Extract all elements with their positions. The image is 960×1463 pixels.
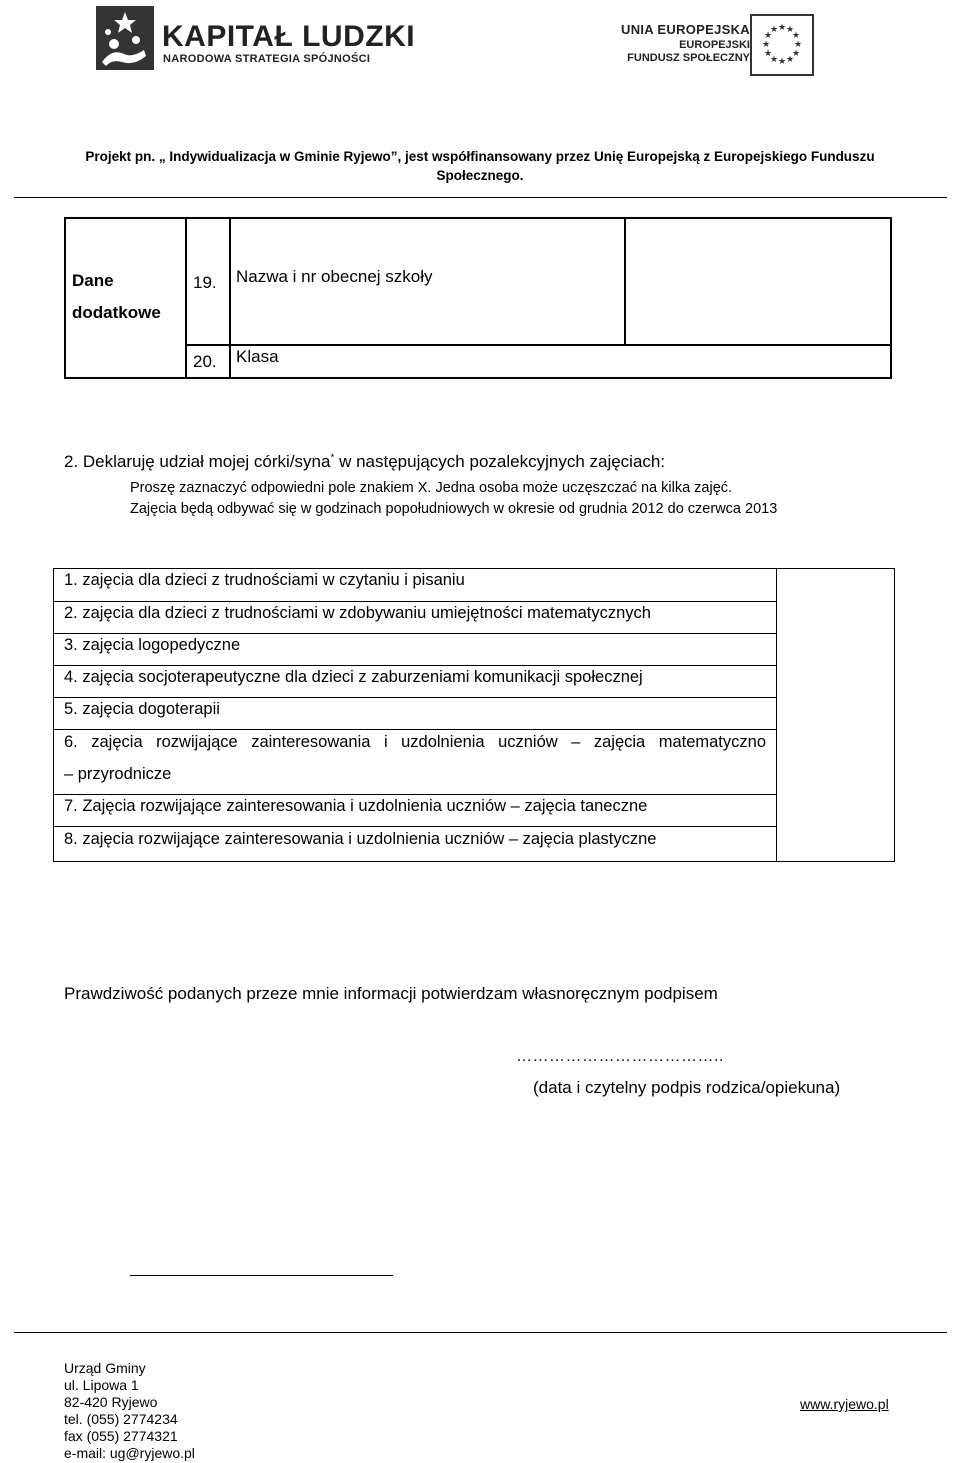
footer-line: fax (055) 2774321 — [64, 1428, 178, 1444]
activity-6: 6. zajęcia rozwijające zainteresowania i uzdolnienia uczniów – zajęcia matematyczno — [64, 733, 766, 751]
ue-line3: FUNDUSZ SPOŁECZNY — [627, 52, 750, 64]
school-name-field[interactable] — [628, 221, 888, 341]
table-divider — [185, 344, 892, 346]
table-divider — [229, 217, 231, 379]
activity-4: 4. zajęcia socjoterapeutyczne dla dzieci z zaburzeniami komunikacji społecznej — [64, 668, 643, 686]
activity-2: 2. zajęcia dla dzieci z trudnościami w zdobywaniu umiejętności matematycznych — [64, 604, 651, 622]
table-divider — [624, 217, 626, 345]
additional-data-label — [72, 265, 161, 329]
activities-checkbox-column[interactable] — [777, 569, 894, 861]
svg-text:★: ★ — [769, 25, 779, 35]
footer-line: e-mail: ug@ryjewo.pl — [64, 1445, 195, 1461]
attestation-text: Prawdziwość podanych przeze mnie informacji potwierdzam własnoręcznym podpisem — [64, 984, 718, 1003]
project-statement — [40, 147, 920, 185]
activity-1: 1. zajęcia dla dzieci z trudnościami w czytaniu i pisaniu — [64, 571, 465, 589]
instruction-1: Proszę zaznaczyć odpowiedni pole znakiem X. Jedna osoba może uczęszczać na kilka zajęć. — [130, 480, 733, 496]
svg-text:★: ★ — [777, 23, 787, 33]
svg-text:★: ★ — [785, 55, 795, 65]
footer-line: tel. (055) 2774234 — [64, 1411, 178, 1427]
svg-text:★: ★ — [761, 40, 771, 50]
kapital-ludzki-subtitle: NARODOWA STRATEGIA SPÓJNOŚCI — [163, 53, 371, 65]
svg-text:★: ★ — [793, 40, 803, 50]
svg-text:★: ★ — [785, 25, 795, 35]
label-line-2: dodatkowe — [72, 303, 161, 322]
row-divider — [53, 729, 776, 730]
activity-5: 5. zajęcia dogoterapii — [64, 700, 220, 718]
footnote-rule — [130, 1275, 393, 1276]
activity-7: 7. Zajęcia rozwijające zainteresowania i uzdolnienia uczniów – zajęcia taneczne — [64, 797, 648, 815]
row-divider — [53, 697, 776, 698]
row-divider — [53, 633, 776, 634]
svg-text:★: ★ — [791, 49, 801, 59]
row-divider — [53, 601, 776, 602]
instruction-2: Zajęcia będą odbywać się w godzinach popołudniowych w okresie od grudnia 2012 do czerwca 2013 — [130, 501, 778, 517]
declaration-text-cont: w następujących pozalekcyjnych zajęciach: — [334, 452, 666, 471]
row-divider — [53, 665, 776, 666]
row-divider — [53, 826, 776, 827]
signature-line[interactable]: ……………………………….. — [516, 1048, 724, 1065]
ue-line2: EUROPEJSKI — [679, 39, 750, 51]
project-line-1: Projekt pn. „ Indywidualizacja w Gminie Ryjewo”, jest współfinansowany przez Unię Europejską z Europejskiego Funduszu — [85, 149, 875, 164]
class-field[interactable] — [233, 348, 888, 376]
footer-line: ul. Lipowa 1 — [64, 1377, 139, 1393]
row-number-19: 19. — [193, 273, 217, 292]
declaration-heading — [64, 452, 665, 472]
ue-line1: UNIA EUROPEJSKA — [621, 22, 750, 37]
label-line-1: Dane — [72, 271, 114, 290]
row-divider — [53, 794, 776, 795]
svg-text:★: ★ — [763, 49, 773, 59]
declaration-text: 2. Deklaruję udział mojej córki/syna — [64, 452, 331, 471]
class-label: Klasa — [236, 347, 279, 366]
kapital-ludzki-title: KAPITAŁ LUDZKI — [162, 20, 416, 53]
eu-fund-label — [620, 22, 750, 64]
website-link[interactable]: www.ryjewo.pl — [800, 1396, 889, 1412]
footer-line: Urząd Gminy — [64, 1360, 146, 1376]
svg-text:★: ★ — [791, 31, 801, 41]
asterisk: * — [330, 452, 335, 464]
school-name-label: Nazwa i nr obecnej szkoły — [236, 267, 433, 286]
footer-rule — [14, 1332, 947, 1333]
activity-8: 8. zajęcia rozwijające zainteresowania i uzdolnienia uczniów – zajęcia plastyczne — [64, 830, 657, 848]
activity-3: 3. zajęcia logopedyczne — [64, 636, 241, 654]
project-line-2: Społecznego. — [436, 168, 524, 183]
header-rule — [14, 197, 947, 198]
activity-6-cont: – przyrodnicze — [64, 765, 172, 783]
footer-line: 82-420 Ryjewo — [64, 1394, 158, 1410]
row-number-20: 20. — [193, 352, 217, 371]
eu-flag-icon — [750, 14, 814, 76]
footer-address — [64, 1360, 195, 1462]
table-divider — [185, 217, 187, 379]
signature-caption: (data i czytelny podpis rodzica/opiekuna) — [533, 1078, 841, 1097]
svg-text:★: ★ — [763, 31, 773, 41]
svg-text:★: ★ — [769, 55, 779, 65]
svg-text:★: ★ — [777, 57, 787, 67]
